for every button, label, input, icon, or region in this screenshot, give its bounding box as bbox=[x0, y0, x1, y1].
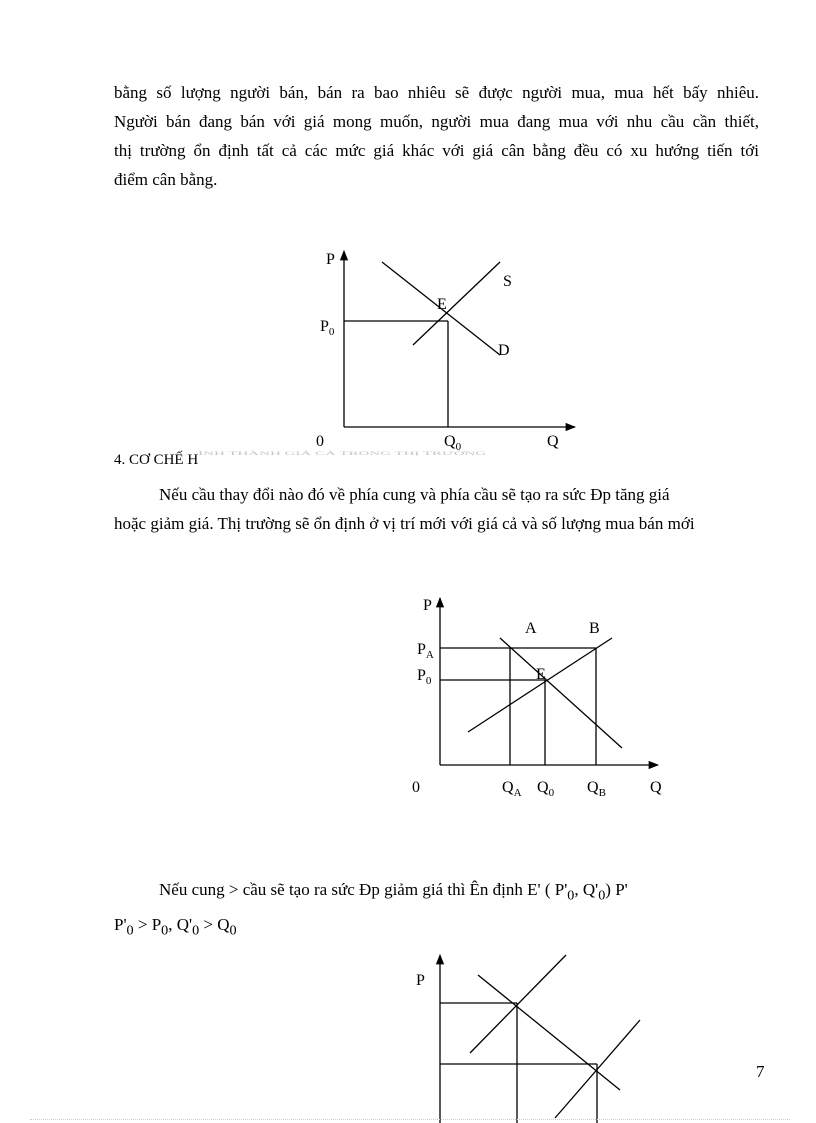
supply-curve bbox=[413, 262, 500, 345]
text-line: Nếu cầu thay đổi nào đó về phía cung và phía cầu sẽ tạo ra sức Đp tăng giá bbox=[159, 485, 670, 504]
label-qb: $Q_B$ bbox=[587, 779, 606, 799]
label-qa: $Q_A$ bbox=[502, 779, 522, 799]
label-e: E bbox=[536, 666, 546, 683]
axis-label-p: P bbox=[423, 597, 432, 614]
label-a: A bbox=[525, 620, 537, 637]
text-line: thị trường ổn định tất cả các mức giá khác với giá cân bằng đều có xu hướng tiến tới bbox=[114, 141, 759, 160]
axis-label-q: Q bbox=[650, 779, 662, 796]
axis-label-p: P bbox=[326, 251, 335, 268]
text-line: bằng số lượng người bán, bán ra bao nhiêu sẽ được người mua, mua hết bấy nhiêu. bbox=[114, 83, 759, 102]
label-p0: $P_0$ bbox=[320, 318, 335, 338]
label-s: S bbox=[503, 273, 512, 290]
demand-curve bbox=[500, 638, 622, 748]
heading-text-obscured: ÌNH THÀNH GIÁ CẢ TRONG THỊ TRƯỜNG bbox=[198, 450, 487, 457]
supply-curve bbox=[468, 638, 612, 732]
label-q0: $Q_0$ bbox=[537, 779, 555, 799]
figure-price-shift bbox=[412, 597, 662, 799]
axis-label-p: P bbox=[416, 972, 425, 989]
text-line: hoặc giảm giá. Thị trường sẽ ổn định ở vị trí mới với giá cả và số lượng mua bán mới bbox=[114, 514, 695, 533]
text-line: Nếu cung > cầu sẽ tạo ra sức Đp giảm giá thì Ên định E' ( $P'_0$, $Q'_0$) P' bbox=[159, 880, 628, 904]
text-line: $P'_0 > P_0$, $Q'_0 > Q_0$ bbox=[114, 915, 237, 939]
demand-curve bbox=[478, 975, 620, 1090]
heading-text: 4. CƠ CHẾ H bbox=[114, 452, 199, 468]
axis-label-q: Q bbox=[547, 433, 559, 450]
origin-label: 0 bbox=[412, 779, 420, 796]
label-d: D bbox=[498, 342, 510, 359]
label-q0: $Q_0$ bbox=[444, 433, 462, 453]
text-line: điểm cân bằng. bbox=[114, 170, 218, 189]
page-number: 7 bbox=[756, 1062, 765, 1081]
label-p0: $P_0$ bbox=[417, 667, 432, 687]
figure-supply-excess bbox=[416, 955, 640, 1123]
footer-rule bbox=[30, 1119, 790, 1120]
text-line: Người bán đang bán với giá mong muốn, người mua đang mua với nhu cầu cần thiết, bbox=[114, 112, 759, 131]
label-pa: $P_A$ bbox=[417, 641, 434, 661]
origin-label: 0 bbox=[316, 433, 324, 450]
figure-supply-demand-equilibrium bbox=[316, 251, 575, 453]
label-e: E bbox=[437, 296, 447, 313]
supply-curve bbox=[470, 955, 566, 1053]
label-b: B bbox=[589, 620, 600, 637]
